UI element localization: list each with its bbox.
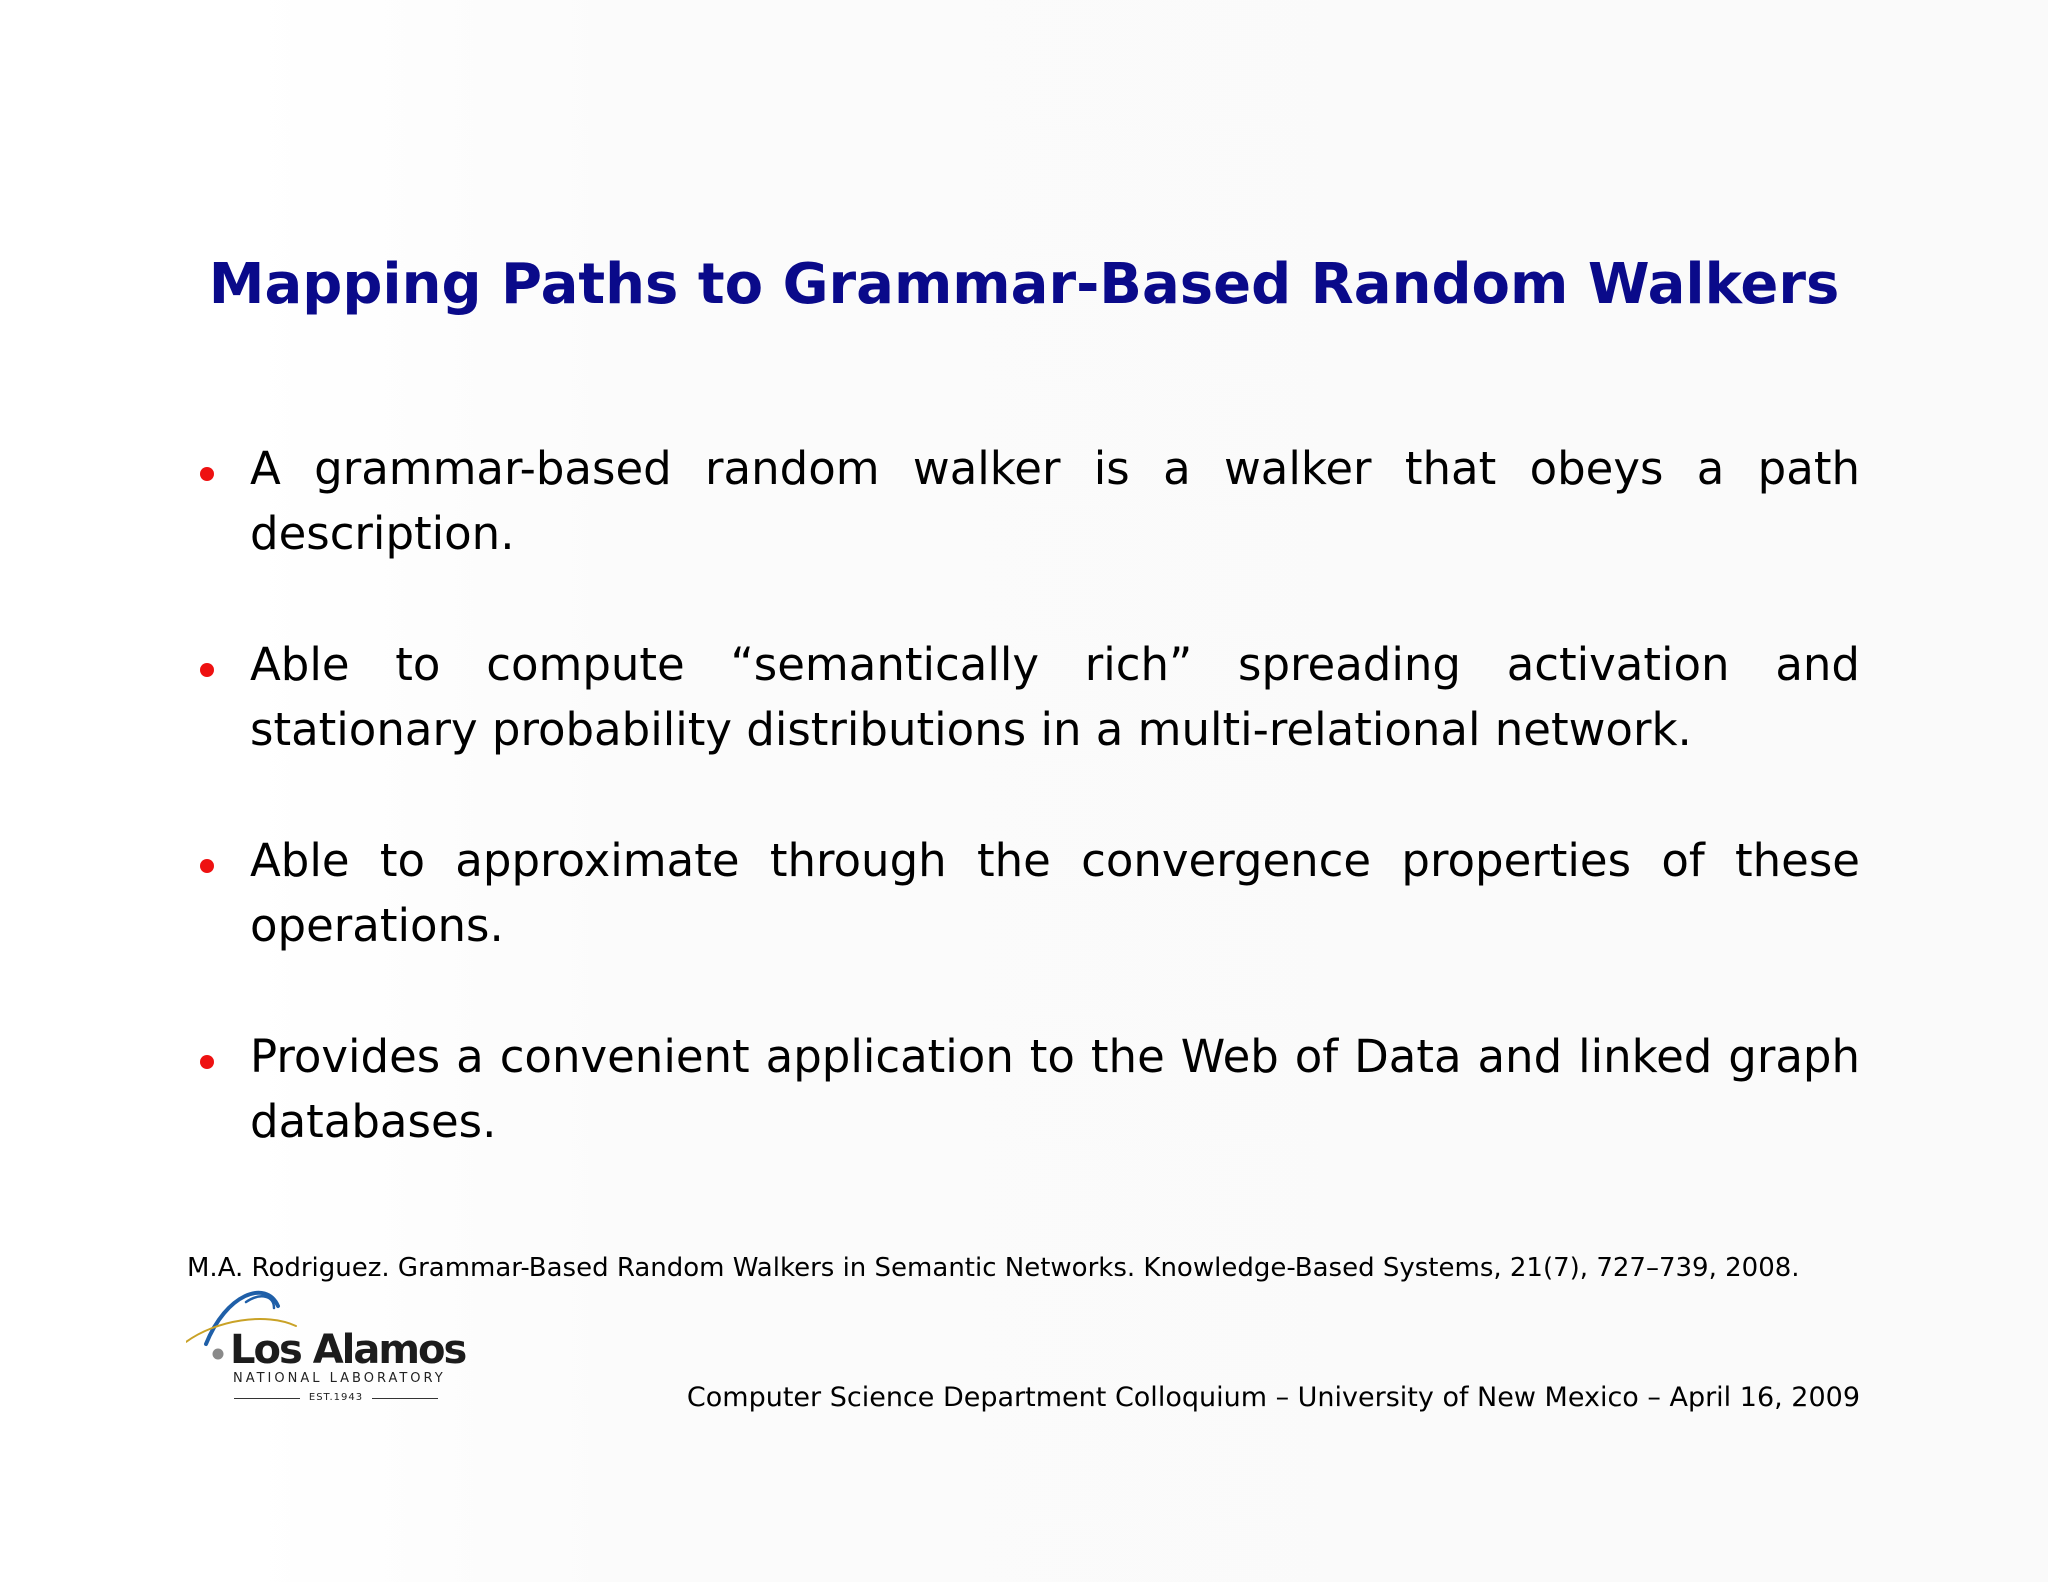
bullet-item [250,632,1860,762]
los-alamos-logo [186,1284,466,1414]
footer: Computer Science Department Colloquium – University of New Mexico – April 16, 2009 [686,1382,1860,1413]
citation: M.A. Rodriguez. Grammar-Based Random Walkers in Semantic Networks. Knowledge-Based Systems, 21(7), 727–739, 2008. [187,1253,1800,1283]
bullet-item [250,1024,1860,1154]
bullet-text: Able to approximate through the convergence properties of these operations. [250,834,1860,952]
bullet-dot-icon [200,859,214,873]
logo-established: EST.1943 [308,1392,364,1403]
logo-subtitle: NATIONAL LABORATORY [233,1371,446,1386]
bullet-item [250,436,1860,566]
slide-title: Mapping Paths to Grammar-Based Random Walkers [208,252,1840,317]
bullet-dot-icon [200,1055,214,1069]
bullet-text: A grammar-based random walker is a walker that obeys a path description. [250,442,1860,560]
logo-rule-right [372,1398,438,1399]
bullet-text: Provides a convenient application to the Web of Data and linked graph databases. [250,1030,1860,1148]
bullet-list [250,436,1860,1220]
logo-name: Los Alamos [230,1327,466,1373]
bullet-text: Able to compute “semantically rich” spreading activation and stationary probability distributions in a multi-relational network. [250,638,1860,756]
bullet-dot-icon [200,467,214,481]
bullet-item [250,828,1860,958]
bullet-dot-icon [200,663,214,677]
logo-rule-left [234,1398,300,1399]
